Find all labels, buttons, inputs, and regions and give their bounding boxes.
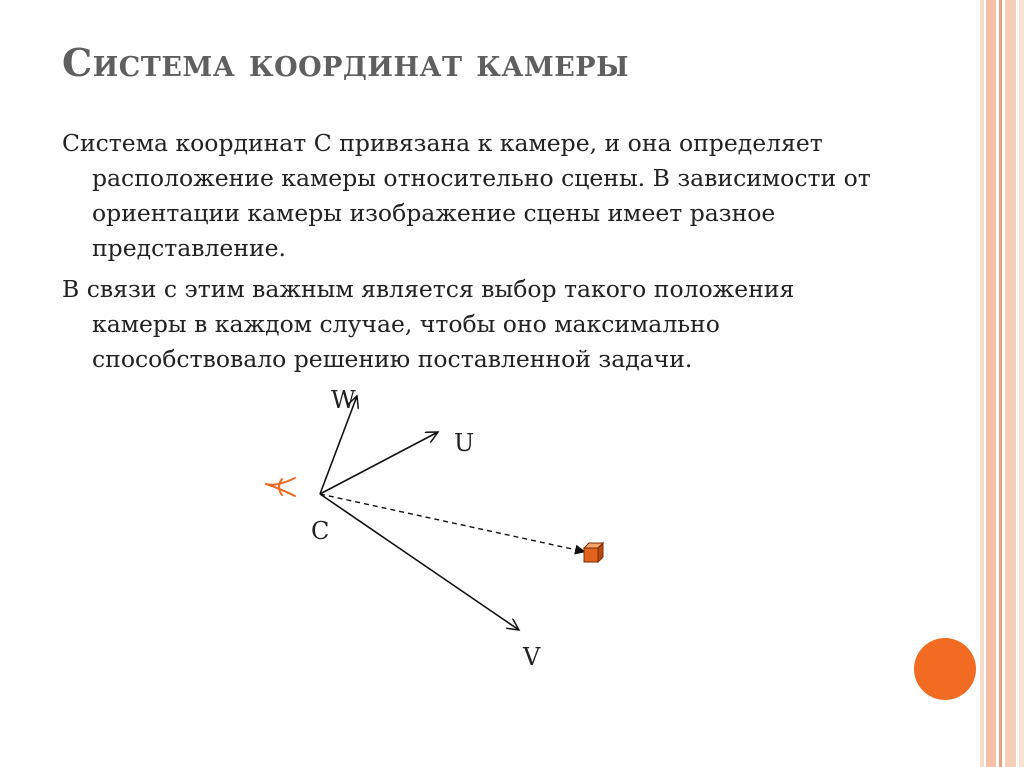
paragraph-2: В связи с этим важным является выбор такого положения камеры в каждом случае, чтобы оно максимально способствовало решению поставленной задачи. bbox=[62, 275, 795, 373]
view-direction-arrow bbox=[320, 494, 586, 552]
cube-icon bbox=[584, 543, 603, 562]
u-axis-label: U bbox=[454, 429, 475, 457]
v-axis-label: V bbox=[523, 643, 541, 671]
paragraph-1: Система координат C привязана к камере, и она определяет расположение камеры относительно сцены. В зависимости от ориентации камеры изображение сцены имеет разное представление. bbox=[62, 129, 871, 262]
eye-icon bbox=[266, 478, 295, 496]
w-axis-label: W bbox=[331, 386, 356, 414]
accent-circle bbox=[914, 638, 976, 700]
u-axis-arrow bbox=[320, 432, 438, 494]
v-axis-arrow bbox=[320, 494, 519, 630]
slide-title: Система координат камеры bbox=[62, 40, 630, 85]
origin-label: C bbox=[311, 517, 330, 545]
